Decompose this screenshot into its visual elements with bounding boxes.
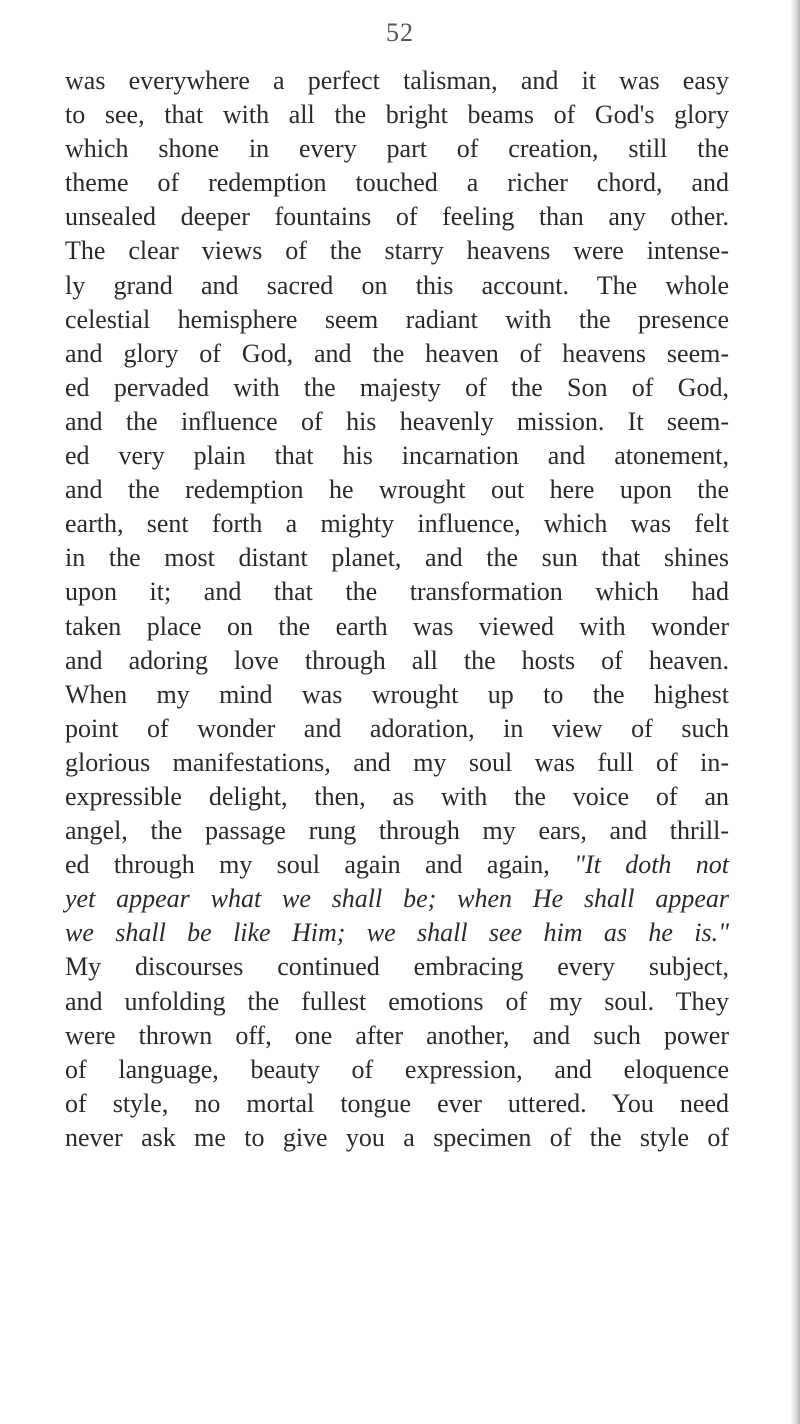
quote-line bbox=[65, 916, 729, 950]
text-line: of language, beauty of expression, and eloquence bbox=[65, 1054, 729, 1084]
quote-fragment: we shall be like Him; we shall see him as he is." bbox=[65, 918, 729, 948]
text-line: to see, that with all the bright beams of God's glory bbox=[65, 100, 729, 130]
text-line: My discourses continued embracing every subject, bbox=[65, 952, 729, 982]
text-line: ed pervaded with the majesty of the Son of God, bbox=[65, 372, 729, 402]
text-fragment: ed through my soul again and again, bbox=[65, 850, 575, 880]
text-line: and adoring love through all the hosts of heaven. bbox=[65, 645, 729, 675]
page-text bbox=[65, 64, 729, 1155]
text-line: angel, the passage rung through my ears, and thrill- bbox=[65, 816, 729, 846]
text-line: earth, sent forth a mighty influence, which was felt bbox=[65, 509, 729, 539]
quote-line bbox=[65, 882, 729, 916]
text-line: were thrown off, one after another, and such power bbox=[65, 1020, 729, 1050]
page-edge-shadow bbox=[790, 0, 800, 1424]
text-line: The clear views of the starry heavens were intense- bbox=[65, 236, 729, 266]
text-line-with-quote bbox=[65, 848, 729, 882]
text-line: and glory of God, and the heaven of heavens seem- bbox=[65, 338, 729, 368]
text-line: expressible delight, then, as with the voice of an bbox=[65, 781, 729, 811]
text-line: never ask me to give you a specimen of the style of bbox=[65, 1122, 729, 1152]
text-line: was everywhere a perfect talisman, and it was easy bbox=[65, 66, 729, 95]
text-line: ly grand and sacred on this account. The whole bbox=[65, 270, 729, 300]
text-line: point of wonder and adoration, in view of such bbox=[65, 713, 729, 743]
text-line: upon it; and that the transformation which had bbox=[65, 577, 729, 607]
text-line: When my mind was wrought up to the highest bbox=[65, 679, 729, 709]
page-number: 52 bbox=[386, 18, 414, 47]
text-line: in the most distant planet, and the sun that shines bbox=[65, 543, 729, 573]
text-line: theme of redemption touched a richer chord, and bbox=[65, 168, 729, 198]
text-line: taken place on the earth was viewed with wonder bbox=[65, 611, 729, 641]
text-line: and unfolding the fullest emotions of my soul. They bbox=[65, 986, 729, 1016]
text-line: and the redemption he wrought out here upon the bbox=[65, 475, 729, 505]
text-line: which shone in every part of creation, still the bbox=[65, 134, 729, 164]
quote-fragment: "It doth not bbox=[574, 850, 730, 880]
quote-fragment: yet appear what we shall be; when He shall appear bbox=[65, 884, 729, 914]
text-line: and the influence of his heavenly mission. It seem- bbox=[65, 406, 729, 436]
text-line: glorious manifestations, and my soul was full of in- bbox=[65, 747, 729, 777]
text-line: ed very plain that his incarnation and atonement, bbox=[65, 441, 729, 471]
text-line: celestial hemisphere seem radiant with the presence bbox=[65, 304, 729, 334]
text-line: of style, no mortal tongue ever uttered. You need bbox=[65, 1088, 729, 1118]
text-line: unsealed deeper fountains of feeling than any other. bbox=[65, 202, 729, 232]
